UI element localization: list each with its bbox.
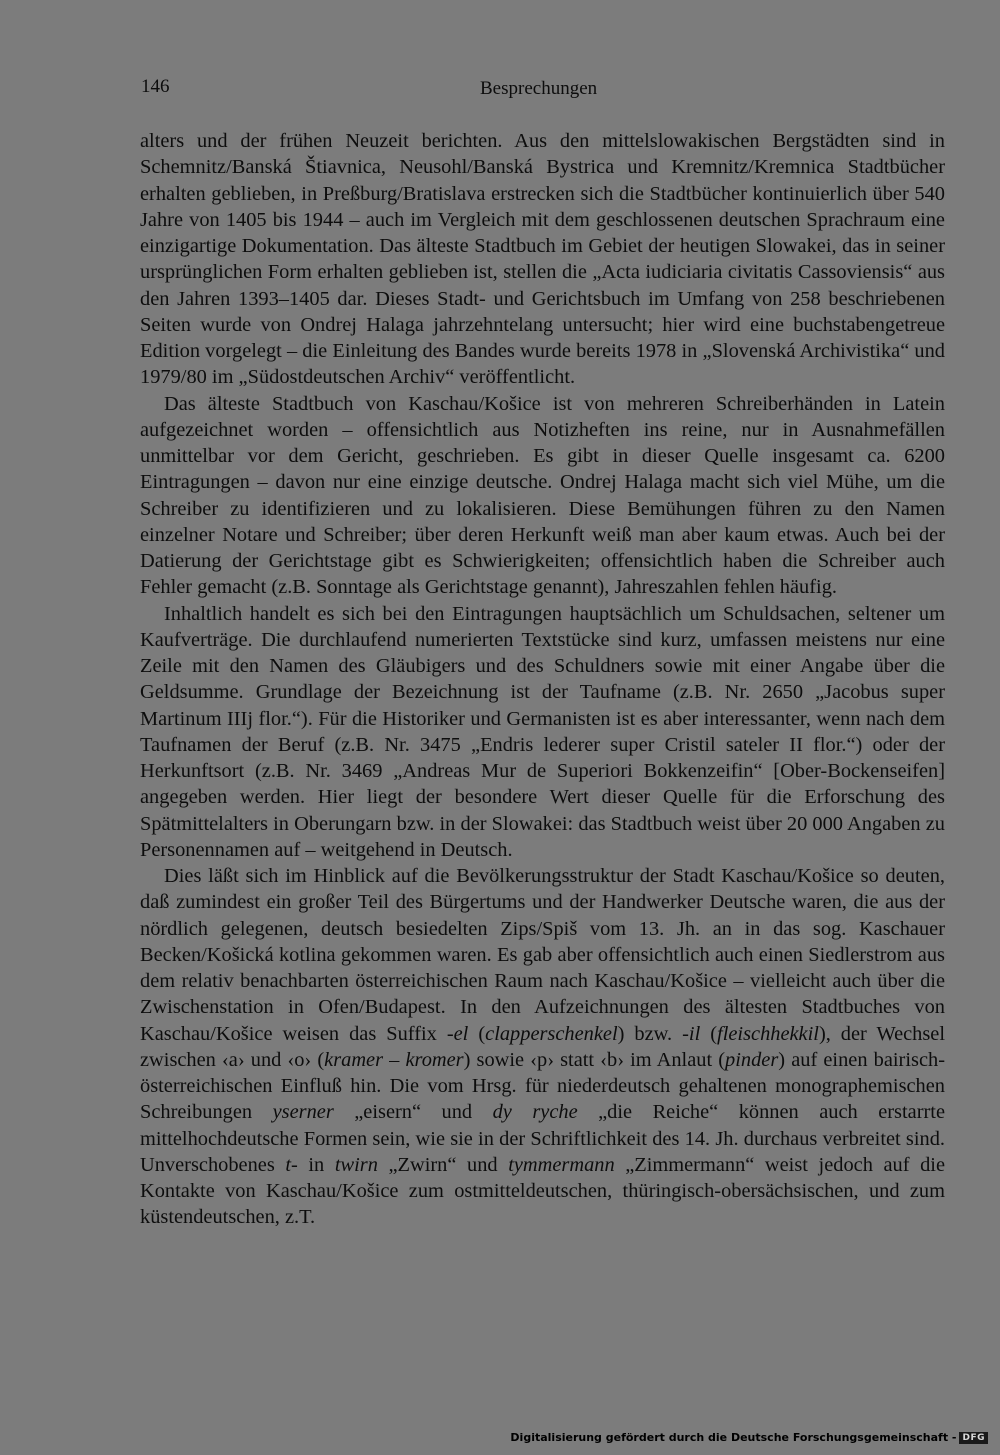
text-run: ( [700,1022,718,1045]
italic-term: pinder [725,1048,779,1071]
text-run: „eisern“ und [333,1101,493,1124]
body-text [140,128,945,1231]
italic-term: kramer – kromer [324,1048,464,1071]
italic-term: -il [682,1022,701,1045]
italic-term: twirn [334,1153,378,1176]
text-run: ( [468,1022,486,1045]
text-run: alters und der frühen Neuzeit berichten. Aus den mittelslowakischen Bergstädten sind in Schemnitz/Banská Štiavnica, Neusohl/Banská Bystrica und Kremnitz/Kremnica Stadtbücher erhalten geblieben, in Preßburg/Bratislava erstrecken sich die Stadtbücher kontinuierlich über 540 Jahre von 1405 bis 1944 – auch im Vergleich mit dem geschlossenen deutschen Sprachraum eine einzigartige Dokumentation. Das älteste Stadtbuch im Gebiet der heutigen Slowakei, das in seiner ursprünglichen Form erhalten geblieben ist, stellen die „Acta iudiciaria civitatis Cassoviensis“ aus den Jahren 1393–1405 dar. Dieses Stadt- und Gerichtsbuch im Umfang von 258 beschriebenen Seiten wurde von Ondrej Halaga jahrzehntelang untersucht; hier wird eine buchstabengetreue Edition vorgelegt – die Einleitung des Bandes wurde bereits 1978 in „Slovenská Archivistika“ und 1979/80 im „Südostdeutschen Archiv“ veröffentlicht. [140,130,945,389]
italic-term: tymmermann [508,1153,615,1176]
paragraph [140,391,945,601]
text-run: „Zwirn“ und [377,1153,509,1176]
page-number: 146 [141,76,170,97]
italic-term: -el [446,1022,469,1045]
italic-term: t- [285,1153,298,1176]
paragraph [140,863,945,1231]
italic-term: clapperschenkel [485,1022,618,1045]
digitization-credit [510,1431,988,1444]
italic-term: yserner [272,1101,334,1124]
italic-term: dy ryche [492,1101,578,1124]
text-run: ) sowie ‹p› statt ‹b› im Anlaut ( [463,1048,726,1071]
paragraph [140,128,945,391]
text-run: ) bzw. [617,1022,683,1045]
text-run: „Zimmermann“ weist jedoch auf die Kontakte von Kaschau/Košice zum ostmitteldeutschen, thüringisch-obersächsischen, und zum küstendeutschen, z.T. [140,1153,945,1229]
italic-term: fleischhekkil [717,1022,819,1045]
text-run: Inhaltlich handelt es sich bei den Eintragungen hauptsächlich um Schuldsachen, seltener um Kaufverträge. Die durchlaufend numerierten Textstücke sind kurz, umfassen meistens nur eine Zeile mit den Namen des Gläubigers und des Schuldners sowie mit einer Angabe über die Geldsumme. Grundlage der Bezeichnung ist der Taufname (z.B. Nr. 2650 „Jacobus super Martinum IIIj flor.“). Für die Historiker und Germanisten ist es aber interessanter, wenn nach dem Taufnamen der Beruf (z.B. Nr. 3475 „Endris lederer super Cristil sateler II flor.“) oder der Herkunftsort (z.B. Nr. 3469 „Andreas Mur de Superiori Bokkenzeifin“ [Ober-Bockenseifen] angegeben werden. Hier liegt der besondere Wert dieser Quelle für die Erforschung des Spätmittelalters in Oberungarn bzw. in der Slowakei: das Stadtbuch weist über 20 000 Angaben zu Personennamen auf – weitgehend in Deutsch. [140,602,945,861]
credit-text: Digitalisierung gefördert durch die Deutsche Forschungsgemeinschaft - [510,1431,957,1444]
text-run: Dies läßt sich im Hinblick auf die Bevölkerungsstruktur der Stadt Kaschau/Košice so deuten, daß zumindest ein großer Teil des Bürgertums und der Handwerker Deutsche waren, die aus der nördlich gelegenen, deutsch besiedelten Zips/Spiš vom 13. Jh. an in das sog. Kaschauer Becken/Košická kotlina gekommen waren. Es gab aber offensichtlich auch einen Siedlerstrom aus dem relativ benachbarten österreichischen Raum nach Kaschau/Košice – vielleicht auch über die Zwischenstation in Ofen/Budapest. In den Aufzeichnungen des ältesten Stadtbuches von Kaschau/Košice weisen das Suffix [140,865,945,1045]
paragraph [140,601,945,864]
text-run: ), der Wechsel zwischen ‹a› und ‹o› ( [140,1022,946,1071]
running-head: Besprechungen [480,78,598,99]
text-run: ) auf einen bairisch-österreichischen Einfluß hin. Die vom Hrsg. für niederdeutsch gehaltenen monographemischen Schreibungen [140,1048,945,1124]
dfg-logo: DFG [959,1432,988,1444]
text-run: „die Reiche“ können auch erstarrte mittelhochdeutsche Formen sein, wie sie in der Schriftlichkeit des 14. Jh. durchaus verbreitet sind. Unverschobenes [140,1101,945,1176]
text-run: Das älteste Stadtbuch von Kaschau/Košice ist von mehreren Schreiberhänden in Latein aufgezeichnet worden – offensichtlich aus Notizheften ins reine, nur in Ausnahmefällen unmittelbar vor dem Gericht, geschrieben. Es gibt in dieser Quelle insgesamt ca. 6200 Eintragungen – davon nur eine einzige deutsche. Ondrej Halaga macht sich viel Mühe, um die Schreiber zu identifizieren und zu lokalisieren. Diese Bemühungen führen zu den Namen einzelner Notare und Schreiber; über deren Herkunft weiß man aber kaum etwas. Auch bei der Datierung der Gerichtstage gibt es Schwierigkeiten; offensichtlich haben die Schreiber auch Fehler gemacht (z.B. Sonntage als Gerichtstage genannt), Jahreszahlen fehlen häufig. [140,392,945,599]
text-run: in [297,1153,335,1176]
